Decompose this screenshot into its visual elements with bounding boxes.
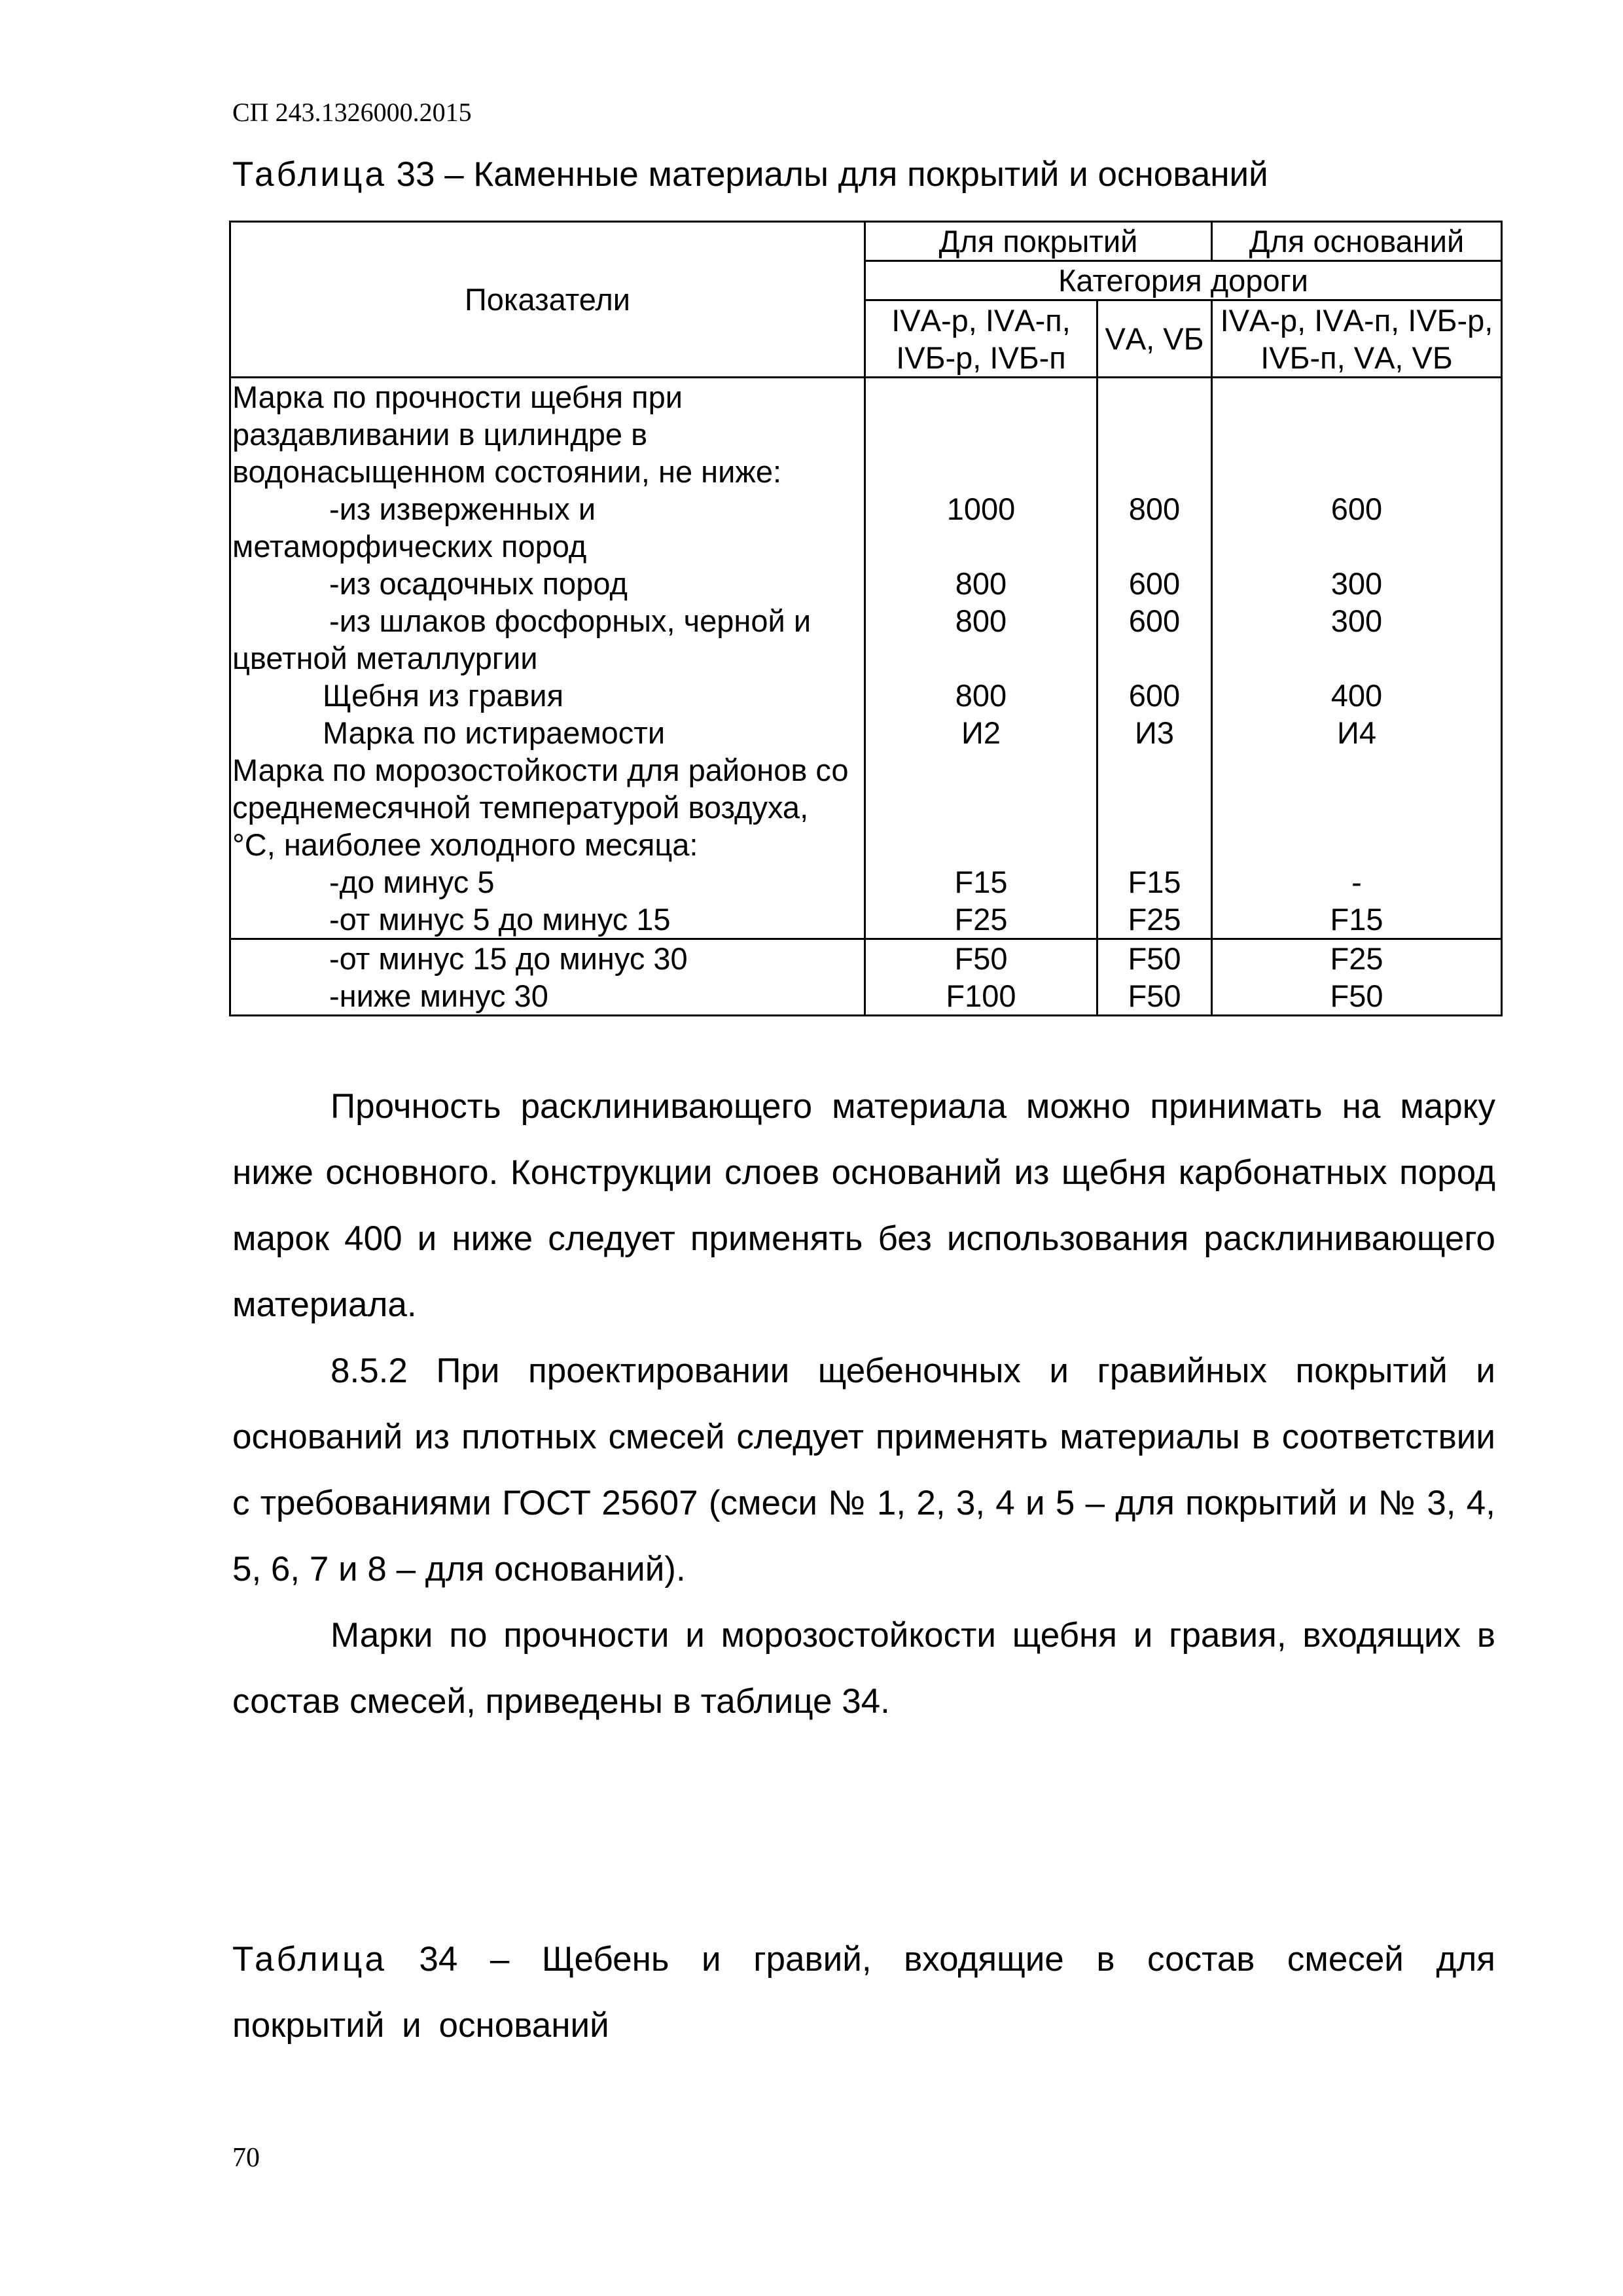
cell-value: [1097, 378, 1212, 491]
cell-value: F50: [865, 939, 1097, 978]
table-row: [230, 677, 1502, 714]
row-label-text: -из изверженных и метаморфических пород: [232, 492, 596, 564]
row-label-text: -из шлаков фосфорных, черной и цветной металлургии: [232, 603, 812, 675]
cell-value: И3: [1097, 714, 1212, 751]
header-for-coverings: Для покрытий: [865, 222, 1212, 261]
cell-value: [865, 751, 1097, 863]
page-number: 70: [232, 2143, 260, 2173]
cell-value: F25: [1097, 901, 1212, 939]
cell-value: F15: [1097, 863, 1212, 901]
row-label: -из осадочных пород: [230, 565, 865, 602]
cell-value: 800: [865, 602, 1097, 677]
cell-value: [1212, 378, 1502, 491]
cell-value: 300: [1212, 602, 1502, 677]
cell-value: F50: [1097, 939, 1212, 978]
header-road-category: Категория дороги: [865, 261, 1502, 300]
table-34-caption-title: 34 – Щебень и гравий, входящие в состав смесей для покрытий и оснований: [232, 1940, 1495, 2045]
header-category-col2: VА, VБ: [1097, 300, 1212, 378]
cell-value: 600: [1097, 602, 1212, 677]
cell-value: F15: [1212, 901, 1502, 939]
header-category-col1: IVА-р, IVА-п, IVБ-р, IVБ-п: [865, 300, 1097, 378]
table-row: [230, 714, 1502, 751]
cell-value: 800: [1097, 490, 1212, 565]
cell-value: 800: [865, 565, 1097, 602]
table-row: [230, 490, 1502, 565]
cell-value: 300: [1212, 565, 1502, 602]
cell-value: [1097, 751, 1212, 863]
paragraph-table-34-reference: Марки по прочности и морозостойкости щебня и гравия, входящих в состав смесей, приведены в таблице 34.: [232, 1616, 1495, 1721]
header-indicators: Показатели: [230, 222, 865, 378]
row-label: Марка по морозостойкости для районов со среднемесячной температурой воздуха, °С, наиболее холодного месяца:: [230, 751, 865, 863]
table-34-caption-label: Таблица: [232, 1940, 387, 1979]
document-code: СП 243.1326000.2015: [232, 98, 472, 127]
cell-value: 600: [1212, 490, 1502, 565]
header-category-col3: IVА-р, IVА-п, IVБ-р, IVБ-п, VА, VБ: [1212, 300, 1502, 378]
cell-value: 600: [1097, 677, 1212, 714]
row-label: -от минус 15 до минус 30: [230, 939, 865, 978]
row-label: Марка по истираемости: [230, 714, 865, 751]
cell-value: F50: [1097, 977, 1212, 1016]
table-33: [229, 221, 1501, 1016]
paragraph-8-5-2: 8.5.2 При проектировании щебеночных и гравийных покрытий и оснований из плотных смесей следует применять материалы в соответствии с требованиями ГОСТ 25607 (смеси № 1, 2, 3, 4 и 5 – для покрытий и № 3, 4, 5, 6, 7 и 8 – для оснований).: [232, 1352, 1495, 1588]
cell-value: 400: [1212, 677, 1502, 714]
table-row: [230, 939, 1502, 978]
cell-value: [1212, 751, 1502, 863]
table-row: [230, 378, 1502, 491]
cell-value: F50: [1212, 977, 1502, 1016]
cell-value: F15: [865, 863, 1097, 901]
table-row: [230, 863, 1502, 901]
row-label: -ниже минус 30: [230, 977, 865, 1016]
cell-value: -: [1212, 863, 1502, 901]
header-for-bases: Для оснований: [1212, 222, 1502, 261]
table-row: [230, 901, 1502, 939]
table-row: [230, 602, 1502, 677]
cell-value: И2: [865, 714, 1097, 751]
row-label: Марка по прочности щебня при раздавливании в цилиндре в водонасыщенном состоянии, не ниже:: [230, 378, 865, 491]
row-label: -от минус 5 до минус 15: [230, 901, 865, 939]
row-label: [230, 602, 865, 677]
cell-value: И4: [1212, 714, 1502, 751]
cell-value: [865, 378, 1097, 491]
table-row: [230, 977, 1502, 1016]
table-row: [230, 565, 1502, 602]
cell-value: 800: [865, 677, 1097, 714]
cell-value: F100: [865, 977, 1097, 1016]
table-33-caption-title: 33 – Каменные материалы для покрытий и оснований: [386, 155, 1268, 194]
cell-value: 600: [1097, 565, 1212, 602]
cell-value: 1000: [865, 490, 1097, 565]
cell-value: F25: [865, 901, 1097, 939]
row-label: -до минус 5: [230, 863, 865, 901]
table-row: [230, 751, 1502, 863]
row-label: Щебня из гравия: [230, 677, 865, 714]
table-33-caption: [232, 154, 1268, 194]
table-33-caption-label: Таблица: [232, 155, 387, 194]
paragraph-wedging-material: Прочность расклинивающего материала можно принимать на марку ниже основного. Конструкции слоев оснований из щебня карбонатных пород марок 400 и ниже следует применять без использования расклинивающего материала.: [232, 1087, 1495, 1324]
table-34-caption: [232, 1926, 1495, 2058]
cell-value: F25: [1212, 939, 1502, 978]
row-label: [230, 490, 865, 565]
